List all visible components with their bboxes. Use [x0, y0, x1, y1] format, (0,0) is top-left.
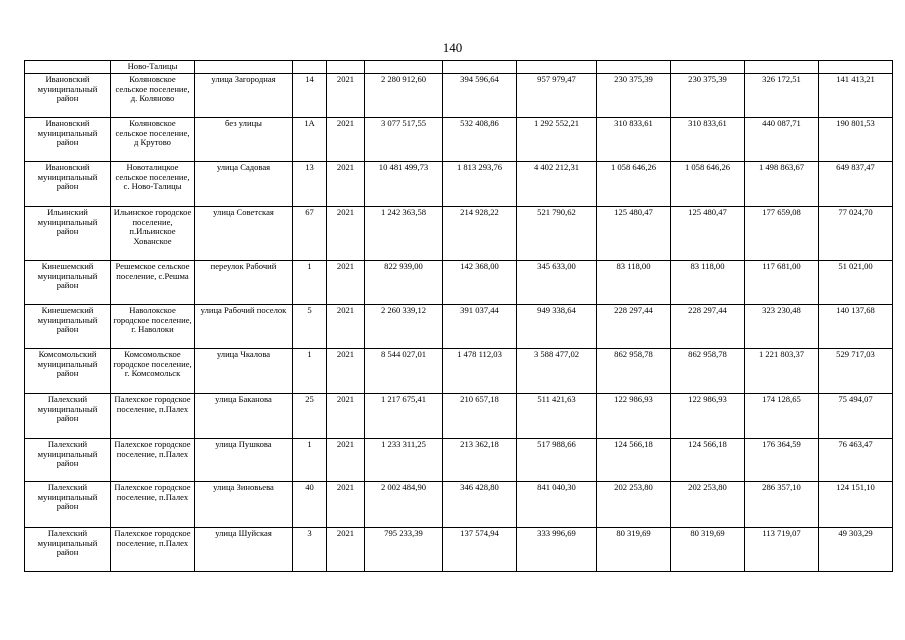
continuation-district-cell — [25, 61, 111, 74]
amount-cell: 286 357,10 — [745, 481, 819, 527]
year-cell: 2021 — [327, 206, 365, 260]
year-cell: 2021 — [327, 481, 365, 527]
empty-cell — [195, 61, 293, 74]
amount-cell: 2 002 484,90 — [365, 481, 443, 527]
year-cell: 2021 — [327, 527, 365, 571]
district-cell: Ивановский муниципальный район — [25, 117, 111, 161]
district-cell: Палехский муниципальный район — [25, 481, 111, 527]
district-cell: Кинешемский муниципальный район — [25, 260, 111, 304]
amount-cell: 83 118,00 — [671, 260, 745, 304]
table-row — [25, 348, 893, 393]
street-cell: без улицы — [195, 117, 293, 161]
amount-cell: 75 494,07 — [819, 393, 893, 438]
amount-cell: 124 151,10 — [819, 481, 893, 527]
street-cell: улица Садовая — [195, 161, 293, 206]
amount-cell: 394 596,64 — [443, 73, 517, 117]
table-row — [25, 393, 893, 438]
amount-cell: 1 221 803,37 — [745, 348, 819, 393]
amount-cell: 230 375,39 — [597, 73, 671, 117]
continuation-row — [25, 61, 893, 74]
house-cell: 14 — [293, 73, 327, 117]
table-row — [25, 481, 893, 527]
district-cell: Палехский муниципальный район — [25, 527, 111, 571]
continuation-settlement-cell: Ново-Талицы — [111, 61, 195, 74]
street-cell: улица Зиновьева — [195, 481, 293, 527]
amount-cell: 1 478 112,03 — [443, 348, 517, 393]
table-row — [25, 260, 893, 304]
amount-cell: 1 058 646,26 — [597, 161, 671, 206]
data-table — [24, 60, 893, 572]
amount-cell: 202 253,80 — [671, 481, 745, 527]
amount-cell: 841 040,30 — [517, 481, 597, 527]
settlement-cell: Комсомольское городское поселение, г. Комсомольск — [111, 348, 195, 393]
settlement-cell: Наволокское городское поселение, г. Наволоки — [111, 304, 195, 348]
amount-cell: 137 574,94 — [443, 527, 517, 571]
amount-cell: 210 657,18 — [443, 393, 517, 438]
amount-cell: 124 566,18 — [597, 438, 671, 481]
amount-cell: 440 087,71 — [745, 117, 819, 161]
district-cell: Палехский муниципальный район — [25, 393, 111, 438]
street-cell: улица Шуйская — [195, 527, 293, 571]
settlement-cell: Коляновское сельское поселение, д. Коляново — [111, 73, 195, 117]
settlement-cell: Палехское городское поселение, п.Палех — [111, 527, 195, 571]
district-cell: Кинешемский муниципальный район — [25, 304, 111, 348]
amount-cell: 142 368,00 — [443, 260, 517, 304]
amount-cell: 80 319,69 — [597, 527, 671, 571]
amount-cell: 176 364,59 — [745, 438, 819, 481]
amount-cell: 177 659,08 — [745, 206, 819, 260]
table-row — [25, 161, 893, 206]
settlement-cell: Ильинское городское поселение, п.Ильинское Хованское — [111, 206, 195, 260]
table-row — [25, 73, 893, 117]
table-row — [25, 527, 893, 571]
amount-cell: 529 717,03 — [819, 348, 893, 393]
amount-cell: 122 986,93 — [597, 393, 671, 438]
street-cell: улица Пушкова — [195, 438, 293, 481]
amount-cell: 949 338,64 — [517, 304, 597, 348]
amount-cell: 346 428,80 — [443, 481, 517, 527]
house-cell: 1А — [293, 117, 327, 161]
amount-cell: 230 375,39 — [671, 73, 745, 117]
empty-cell — [671, 61, 745, 74]
table-body — [25, 61, 893, 572]
house-cell: 25 — [293, 393, 327, 438]
house-cell: 3 — [293, 527, 327, 571]
amount-cell: 10 481 499,73 — [365, 161, 443, 206]
amount-cell: 49 303,29 — [819, 527, 893, 571]
house-cell: 5 — [293, 304, 327, 348]
amount-cell: 333 996,69 — [517, 527, 597, 571]
empty-cell — [365, 61, 443, 74]
amount-cell: 2 260 339,12 — [365, 304, 443, 348]
amount-cell: 125 480,47 — [671, 206, 745, 260]
amount-cell: 862 958,78 — [671, 348, 745, 393]
amount-cell: 174 128,65 — [745, 393, 819, 438]
amount-cell: 190 801,53 — [819, 117, 893, 161]
amount-cell: 310 833,61 — [671, 117, 745, 161]
amount-cell: 957 979,47 — [517, 73, 597, 117]
district-cell: Ильинский муниципальный район — [25, 206, 111, 260]
amount-cell: 3 077 517,55 — [365, 117, 443, 161]
amount-cell: 345 633,00 — [517, 260, 597, 304]
amount-cell: 649 837,47 — [819, 161, 893, 206]
amount-cell: 1 292 552,21 — [517, 117, 597, 161]
settlement-cell: Коляновское сельское поселение, д Крутово — [111, 117, 195, 161]
amount-cell: 326 172,51 — [745, 73, 819, 117]
street-cell: улица Загородная — [195, 73, 293, 117]
page-number: 140 — [442, 40, 463, 55]
amount-cell: 213 362,18 — [443, 438, 517, 481]
table-row — [25, 117, 893, 161]
house-cell: 1 — [293, 348, 327, 393]
amount-cell: 8 544 027,01 — [365, 348, 443, 393]
table-row — [25, 206, 893, 260]
house-cell: 13 — [293, 161, 327, 206]
amount-cell: 125 480,47 — [597, 206, 671, 260]
house-cell: 67 — [293, 206, 327, 260]
amount-cell: 122 986,93 — [671, 393, 745, 438]
amount-cell: 113 719,07 — [745, 527, 819, 571]
empty-cell — [819, 61, 893, 74]
house-cell: 1 — [293, 260, 327, 304]
amount-cell: 76 463,47 — [819, 438, 893, 481]
empty-cell — [597, 61, 671, 74]
street-cell: улица Чкалова — [195, 348, 293, 393]
year-cell: 2021 — [327, 117, 365, 161]
amount-cell: 77 024,70 — [819, 206, 893, 260]
amount-cell: 124 566,18 — [671, 438, 745, 481]
amount-cell: 1 233 311,25 — [365, 438, 443, 481]
amount-cell: 532 408,86 — [443, 117, 517, 161]
street-cell: улица Рабочий поселок — [195, 304, 293, 348]
amount-cell: 140 137,68 — [819, 304, 893, 348]
amount-cell: 1 242 363,58 — [365, 206, 443, 260]
settlement-cell: Палехское городское поселение, п.Палех — [111, 481, 195, 527]
empty-cell — [517, 61, 597, 74]
year-cell: 2021 — [327, 73, 365, 117]
district-cell: Ивановский муниципальный район — [25, 73, 111, 117]
district-cell: Комсомольский муниципальный район — [25, 348, 111, 393]
settlement-cell: Новоталицкое сельское поселение, с. Ново-Талицы — [111, 161, 195, 206]
amount-cell: 80 319,69 — [671, 527, 745, 571]
street-cell: улица Баканова — [195, 393, 293, 438]
empty-cell — [327, 61, 365, 74]
year-cell: 2021 — [327, 161, 365, 206]
house-cell: 40 — [293, 481, 327, 527]
house-cell: 1 — [293, 438, 327, 481]
settlement-cell: Палехское городское поселение, п.Палех — [111, 438, 195, 481]
amount-cell: 141 413,21 — [819, 73, 893, 117]
amount-cell: 3 588 477,02 — [517, 348, 597, 393]
amount-cell: 822 939,00 — [365, 260, 443, 304]
year-cell: 2021 — [327, 438, 365, 481]
amount-cell: 1 813 293,76 — [443, 161, 517, 206]
empty-cell — [293, 61, 327, 74]
year-cell: 2021 — [327, 393, 365, 438]
amount-cell: 1 217 675,41 — [365, 393, 443, 438]
settlement-cell: Решемское сельское поселение, с.Решма — [111, 260, 195, 304]
amount-cell: 83 118,00 — [597, 260, 671, 304]
year-cell: 2021 — [327, 304, 365, 348]
amount-cell: 51 021,00 — [819, 260, 893, 304]
street-cell: улица Советская — [195, 206, 293, 260]
amount-cell: 1 058 646,26 — [671, 161, 745, 206]
amount-cell: 4 402 212,31 — [517, 161, 597, 206]
street-cell: переулок Рабочий — [195, 260, 293, 304]
year-cell: 2021 — [327, 348, 365, 393]
table-row — [25, 438, 893, 481]
amount-cell: 511 421,63 — [517, 393, 597, 438]
amount-cell: 2 280 912,60 — [365, 73, 443, 117]
amount-cell: 391 037,44 — [443, 304, 517, 348]
table-row — [25, 304, 893, 348]
amount-cell: 202 253,80 — [597, 481, 671, 527]
year-cell: 2021 — [327, 260, 365, 304]
amount-cell: 1 498 863,67 — [745, 161, 819, 206]
amount-cell: 862 958,78 — [597, 348, 671, 393]
district-cell: Ивановский муниципальный район — [25, 161, 111, 206]
amount-cell: 228 297,44 — [597, 304, 671, 348]
amount-cell: 214 928,22 — [443, 206, 517, 260]
amount-cell: 795 233,39 — [365, 527, 443, 571]
amount-cell: 323 230,48 — [745, 304, 819, 348]
amount-cell: 310 833,61 — [597, 117, 671, 161]
empty-cell — [745, 61, 819, 74]
empty-cell — [443, 61, 517, 74]
settlement-cell: Палехское городское поселение, п.Палех — [111, 393, 195, 438]
amount-cell: 117 681,00 — [745, 260, 819, 304]
amount-cell: 228 297,44 — [671, 304, 745, 348]
amount-cell: 521 790,62 — [517, 206, 597, 260]
amount-cell: 517 988,66 — [517, 438, 597, 481]
district-cell: Палехский муниципальный район — [25, 438, 111, 481]
